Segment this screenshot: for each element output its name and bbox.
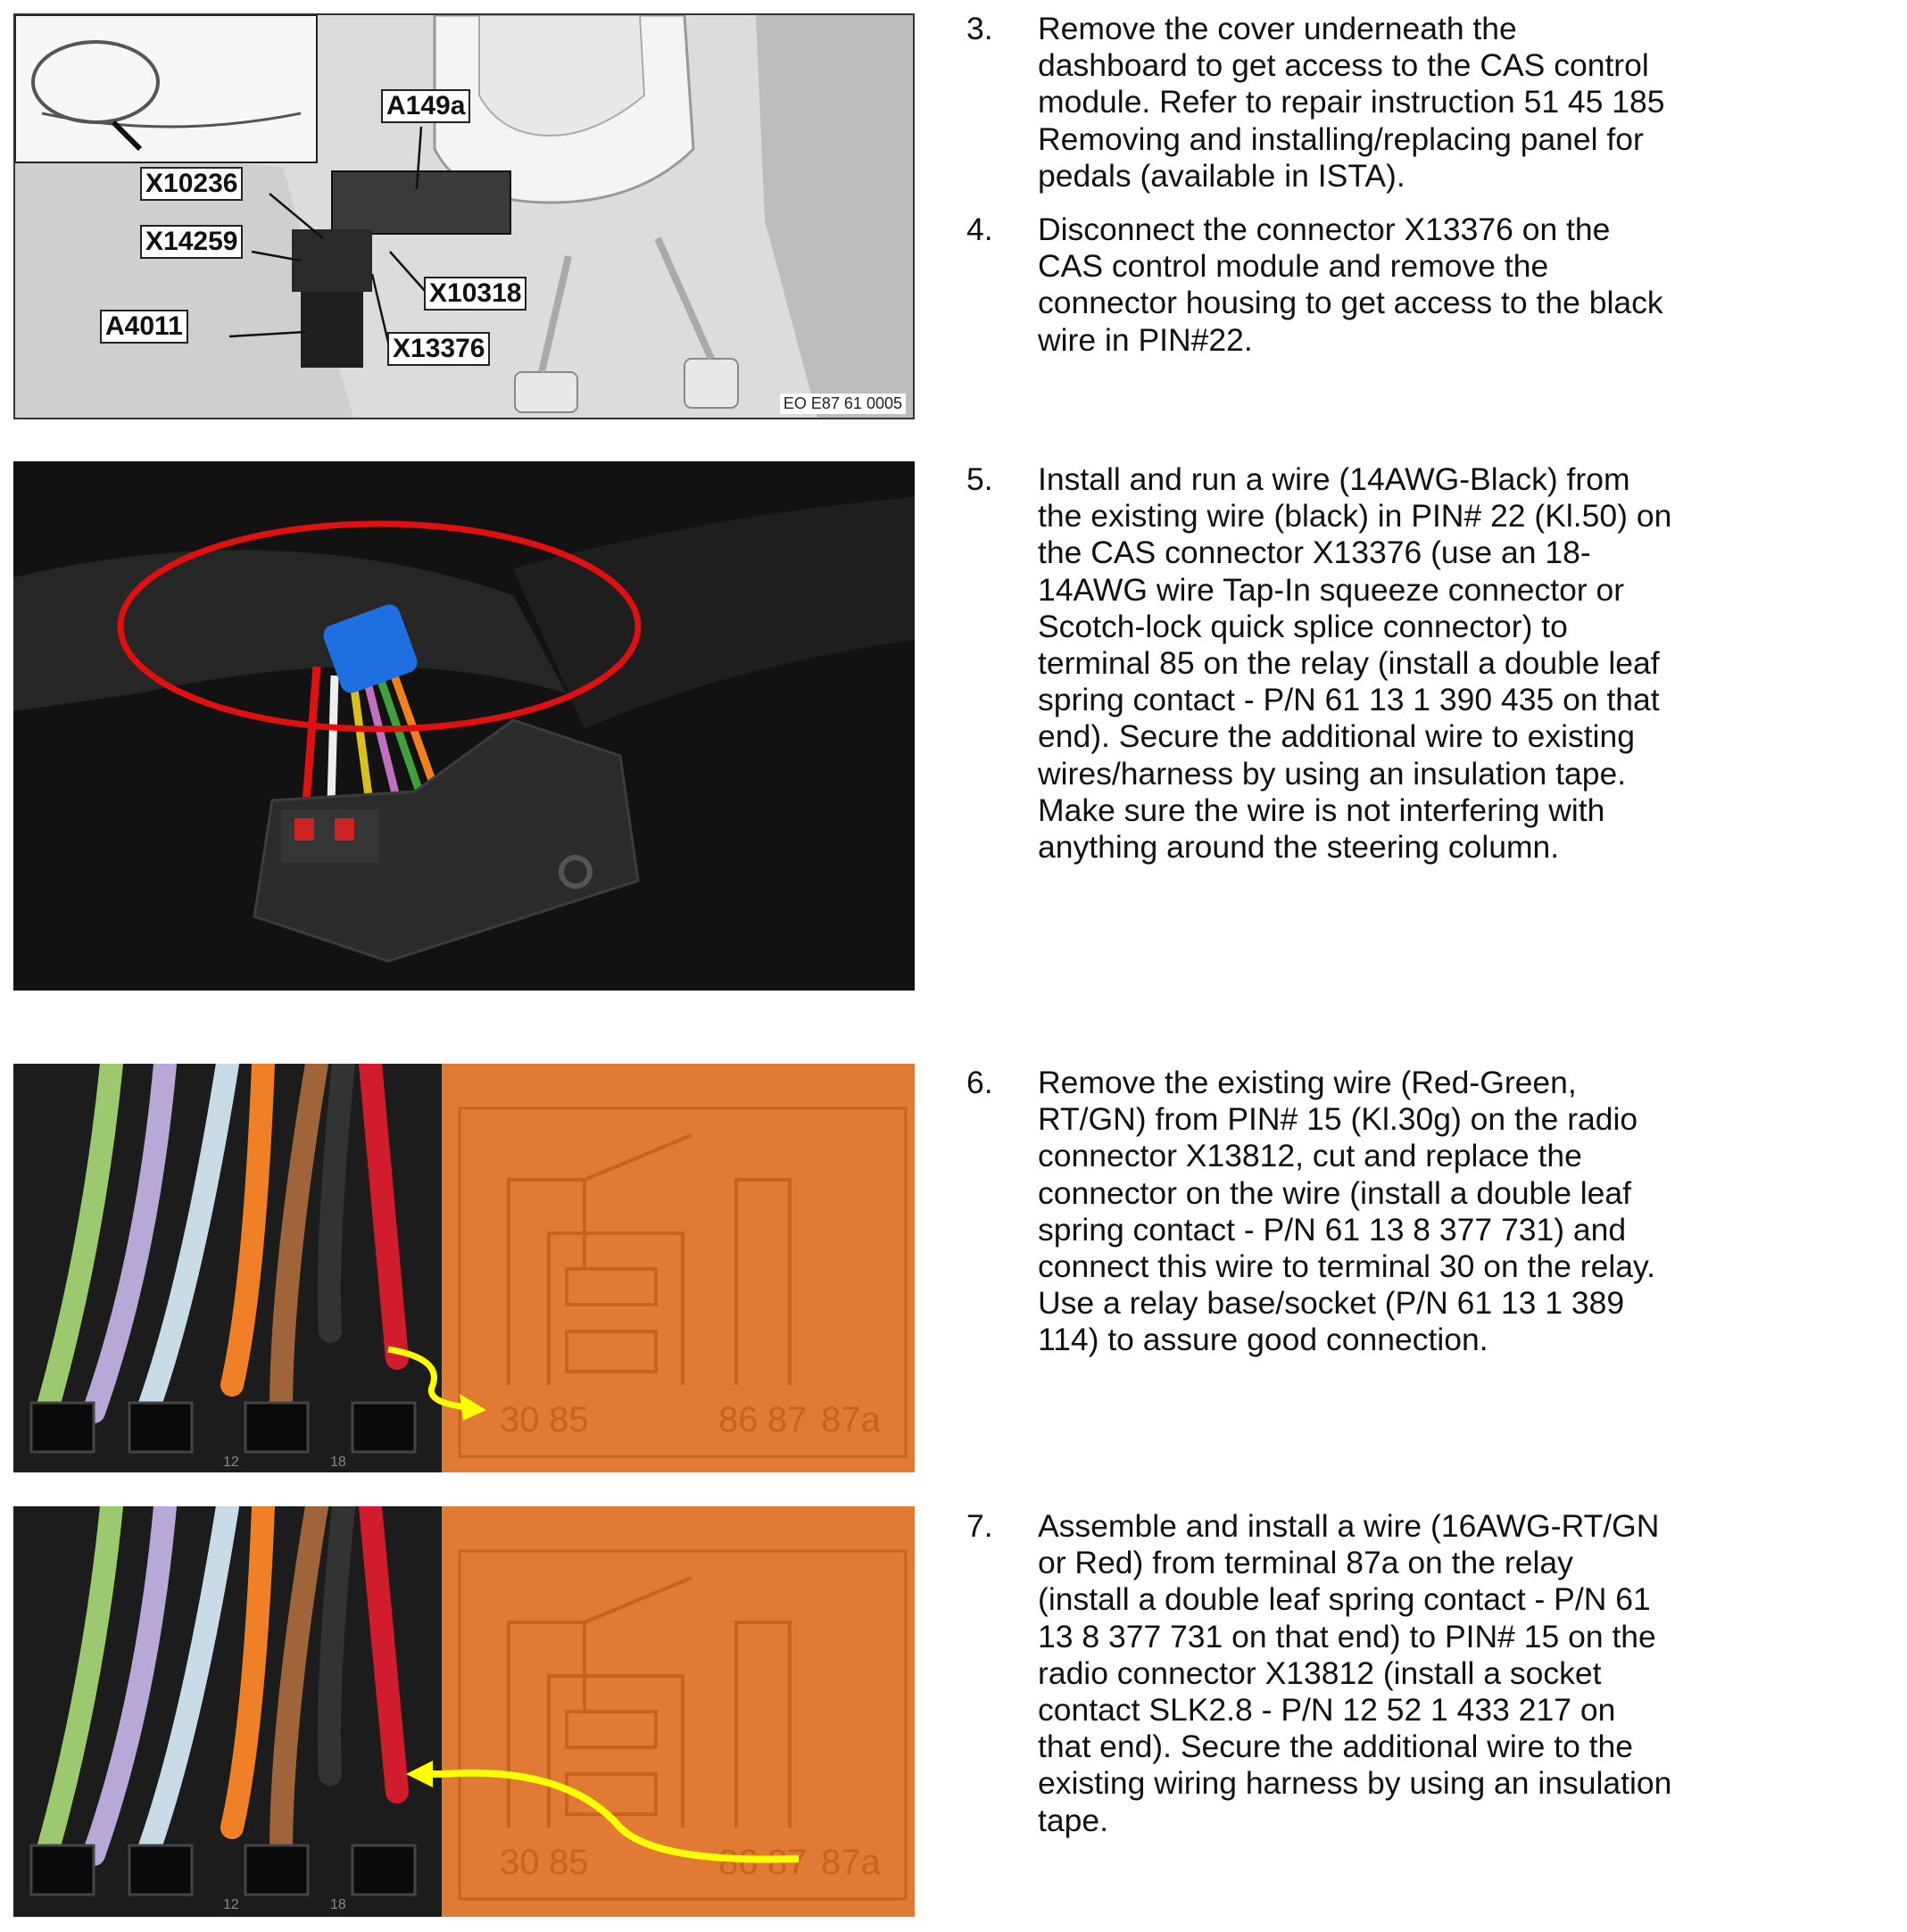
cas-connector-photo [13,461,915,991]
step-line: module. Refer to repair instruction 51 45 185 [1038,84,1665,120]
callout-a4011: A4011 [100,310,188,344]
step-line: Use a relay base/socket (P/N 61 13 1 389 [1038,1285,1625,1322]
step-line: wire in PIN#22. [1038,321,1253,358]
step-line: end). Secure the additional wire to existing [1038,718,1635,755]
step-line: contact SLK2.8 - P/N 12 52 1 433 217 on [1038,1692,1616,1729]
step-line: Remove the cover underneath the [1038,11,1517,46]
step-line: pedals (available in ISTA). [1038,157,1405,194]
step-line: connect this wire to terminal 30 on the relay. [1038,1248,1655,1285]
callout-x14259: X14259 [140,225,243,259]
step-line: the CAS connector X13376 (use an 18- [1038,535,1591,571]
step-line: existing wiring harness by using an insulation [1038,1765,1672,1802]
step-line: connector housing to get access to the black [1038,285,1663,321]
step-line: spring contact - P/N 61 13 8 377 731) and [1038,1211,1627,1248]
pin-label-18: 18 [330,1897,346,1912]
step-line: anything around the steering column. [1038,829,1560,866]
step-line: dashboard to get access to the CAS control [1038,47,1649,84]
pin-label-18: 18 [330,1455,346,1470]
relay-photo-terminal-87a [13,1506,915,1917]
callout-x13376: X13376 [387,332,490,366]
step-number: 4. [966,211,993,247]
cas-connector-drawing [13,461,915,991]
relay-terminal-87a: 87a [821,1843,881,1882]
relay-terminal-30: 30 [500,1400,540,1439]
step-line: terminal 85 on the relay (install a double leaf [1038,645,1660,682]
relay-terminal-85: 85 [549,1843,589,1882]
relay-terminal-85: 85 [549,1400,589,1439]
step-number: 7. [966,1508,993,1544]
relay-terminal-87: 87 [767,1400,808,1439]
callout-x10318: X10318 [424,277,526,311]
relay-drawing-terminal-87a [13,1506,915,1917]
relay-terminal-87a: 87a [821,1400,881,1439]
step-line: or Red) from terminal 87a on the relay [1038,1545,1573,1581]
step-line: connector X13812, cut and replace the [1038,1138,1582,1174]
step-number: 5. [966,461,993,497]
step-line: Removing and installing/replacing panel for [1038,120,1644,157]
step-number: 6. [966,1065,993,1100]
relay-terminal-30: 30 [500,1843,540,1882]
relay-terminal-86: 86 [718,1843,759,1882]
step-line: 14AWG wire Tap-In squeeze connector or [1038,571,1625,608]
pin-label-12: 12 [223,1897,239,1912]
figure-reference-code: EO E87 61 0005 [780,394,906,414]
step-text [1038,11,1907,195]
step-line: Remove the existing wire (Red-Green, [1038,1065,1577,1100]
step-text [1038,1508,1907,1839]
step-line: wires/harness by using an insulation tape. [1038,755,1627,792]
relay-photo-terminal-30 [13,1064,915,1472]
step-line: 13 8 377 731 on that end) to PIN# 15 on the [1038,1618,1656,1654]
relay-terminal-86: 86 [718,1400,759,1439]
step-line: tape. [1038,1802,1108,1838]
relay-drawing-terminal-30 [13,1064,915,1472]
callout-a149a: A149a [381,89,470,123]
step-number: 3. [966,11,993,46]
step-line: Install and run a wire (14AWG-Black) from [1038,461,1630,497]
step-text [1038,461,1907,866]
step-line: CAS control module and remove the [1038,248,1549,285]
step-line: the existing wire (black) in PIN# 22 (Kl.50) on [1038,498,1672,535]
relay-terminal-87: 87 [767,1843,808,1882]
callout-x10236: X10236 [140,167,243,201]
step-line: Disconnect the connector X13376 on the [1038,211,1611,247]
step-text [1038,211,1907,359]
step-line: spring contact - P/N 61 13 1 390 435 on that [1038,682,1660,718]
step-line: radio connector X13812 (install a socket [1038,1654,1602,1691]
step-line: (install a double leaf spring contact - P/N 61 [1038,1581,1651,1618]
step-line: RT/GN) from PIN# 15 (Kl.30g) on the radio [1038,1101,1638,1138]
step-line: 114) to assure good connection. [1038,1322,1488,1358]
step-line: Scotch-lock quick splice connector) to [1038,608,1568,644]
step-text [1038,1065,1907,1359]
pin-label-12: 12 [223,1455,239,1470]
dashboard-diagram [13,13,915,419]
step-line: Assemble and install a wire (16AWG-RT/GN [1038,1508,1660,1544]
step-line: Make sure the wire is not interfering with [1038,792,1605,828]
step-line: that end). Secure the additional wire to the [1038,1729,1634,1765]
step-line: connector on the wire (install a double leaf [1038,1174,1632,1211]
